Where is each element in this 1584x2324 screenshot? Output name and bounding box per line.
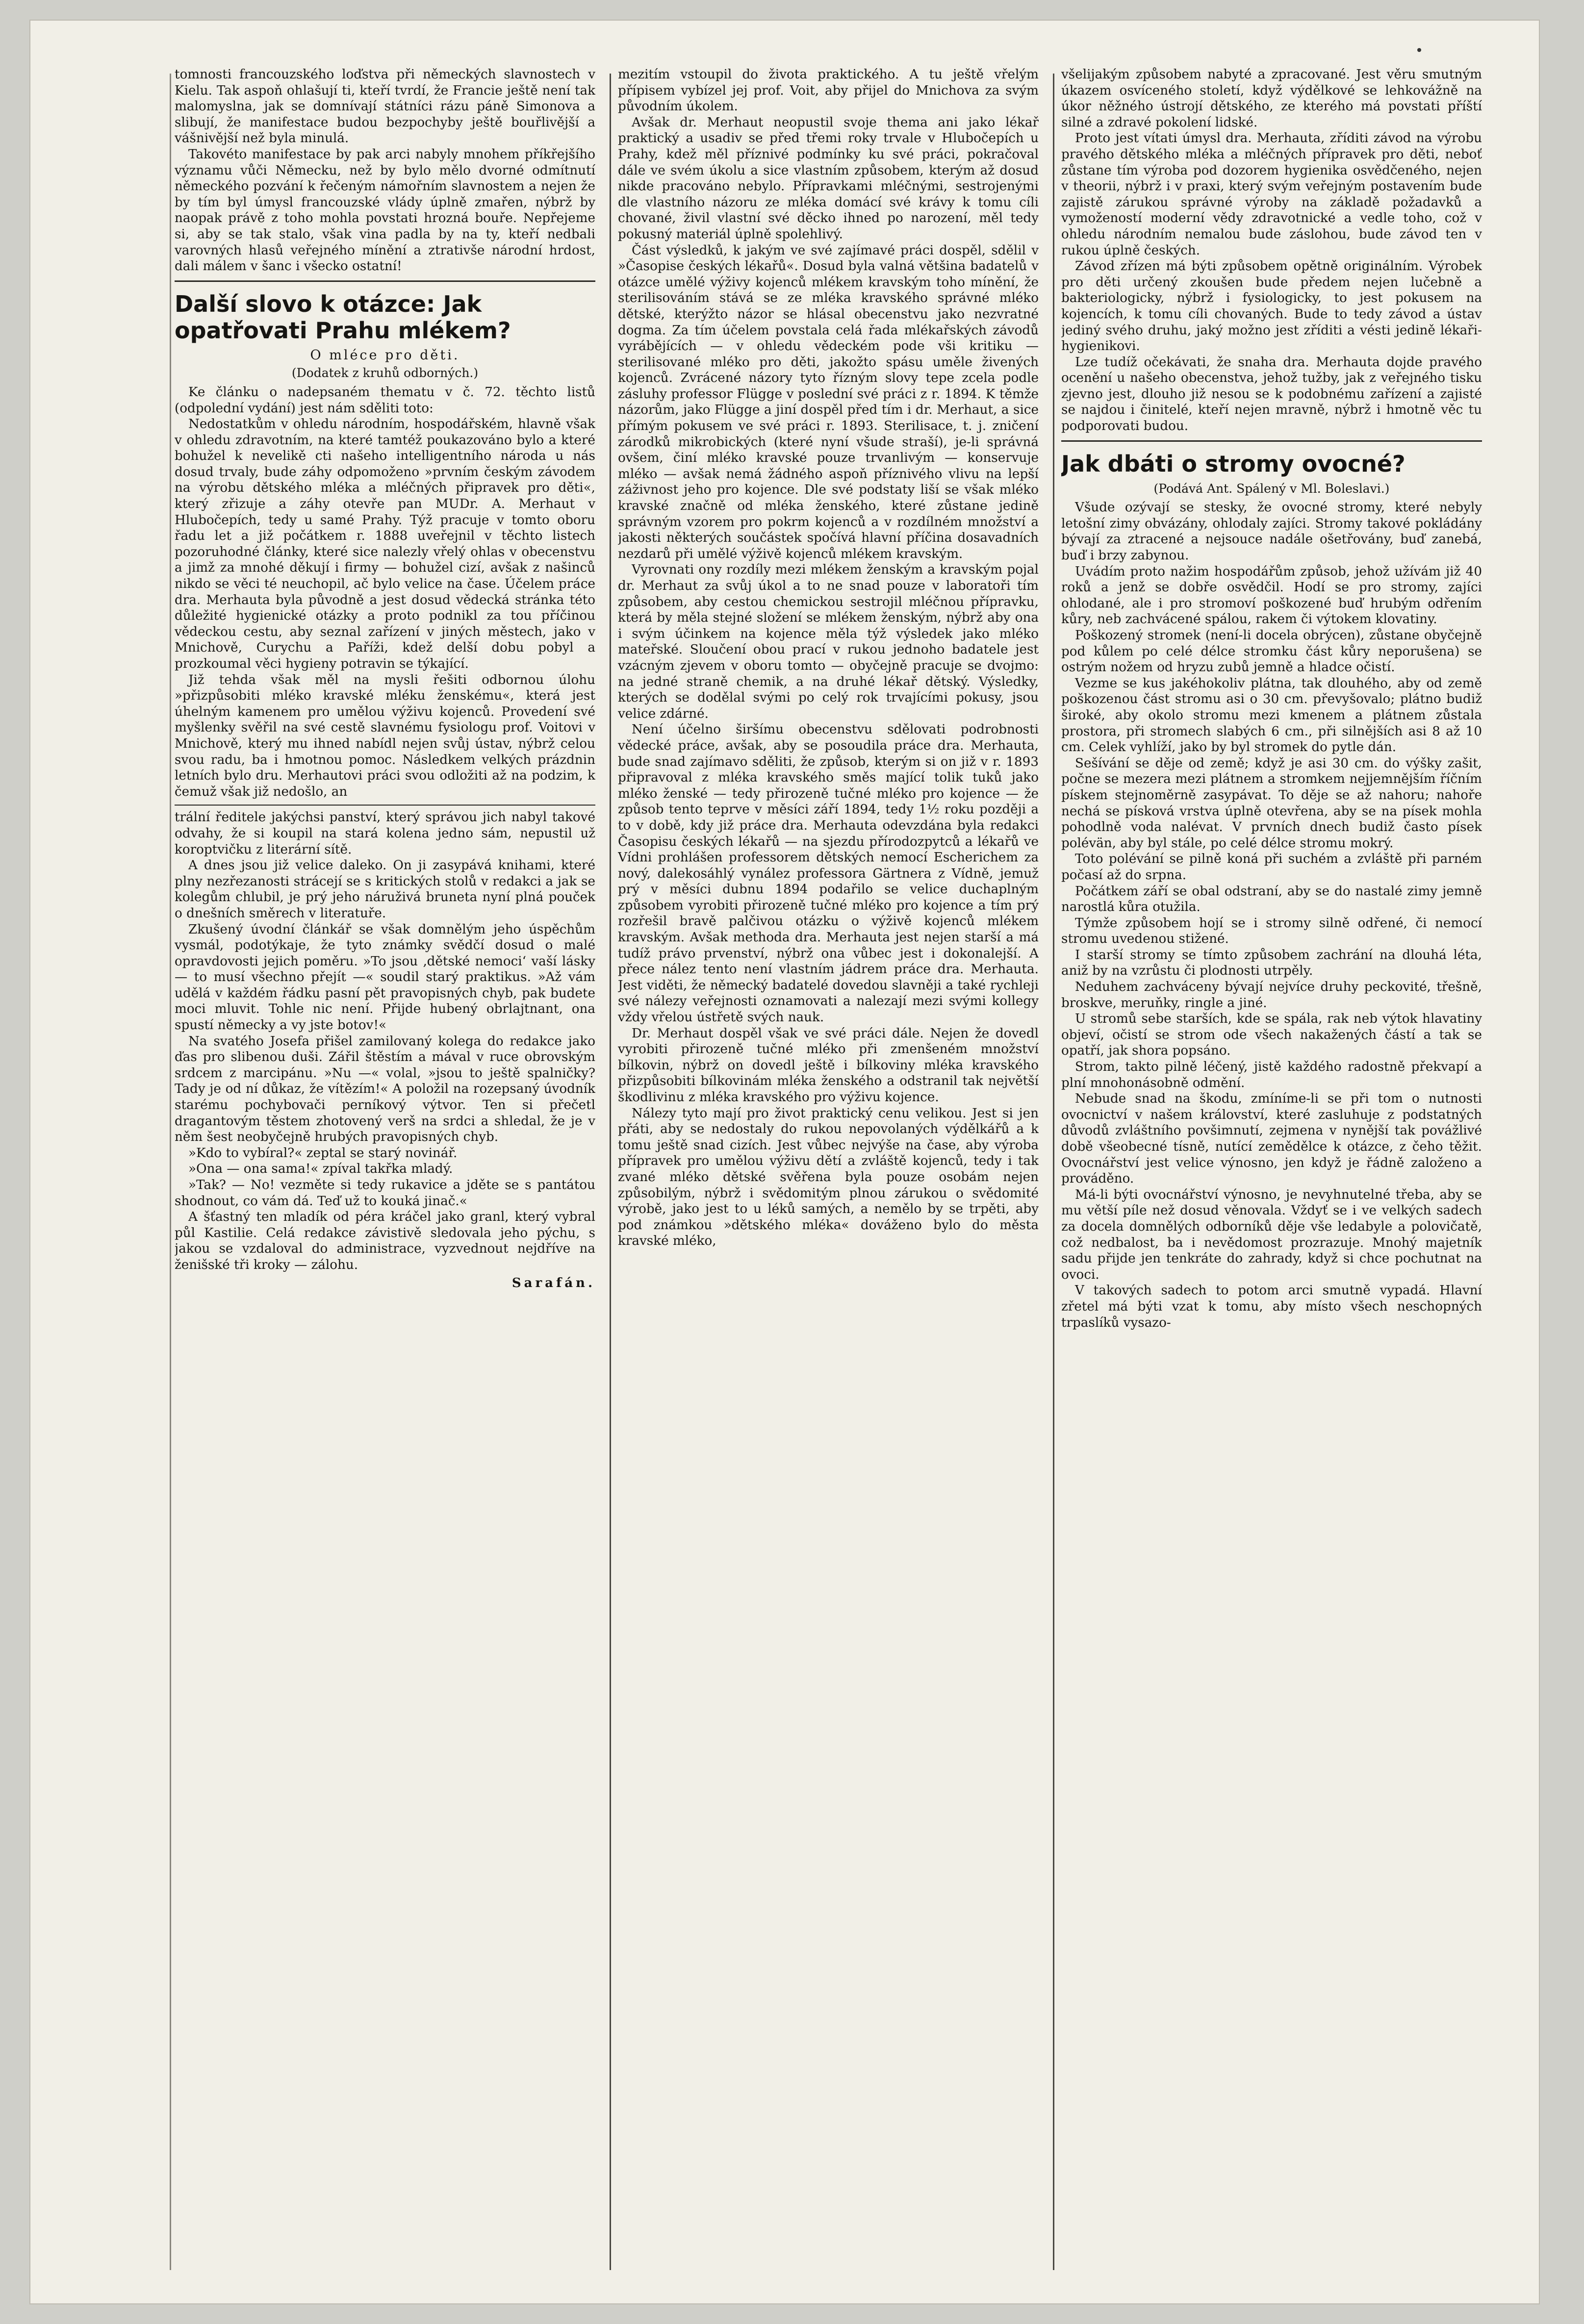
paragraph: mezitím vstoupil do života praktického. A tu ještě vřelým přípisem vybízel jej prof. Voit, aby přijel do Mnichova za svým původním úkolem. bbox=[618, 67, 1039, 114]
paragraph: Není účelno širšímu obecenstvu sdělovati podrobnosti vědecké práce, avšak, aby se posoudila práce dra. Merhauta, bude snad zajímavo sděliti, že způsob, kterým si on již v r. 1893 připravoval z mléka kravského směs mající tolik tuků jako mléko ženské — tedy přirozeně tučné mléko pro kojence — že způsob tento teprve v měsíci září 1894, tedy 1½ roku později a to v době, kdy již práce dra. Merhauta odevzdána byla redakci Časopisu českých lékařů — na sjezdu přírodozpytců a lékařů ve Vídni prohlášen professorem dětských nemocí Escherichem za nový, dalekosáhlý vynález professora Gärtnera z Vídně, jemuž prý v měsíci dubnu 1894 podařilo se velice duchaplným způsobem vyrobiti přirozeně tučné mléko pro kojence a tím prý rozřešil bravě palčivou otázku o výživě kojenců mlékem kravským. Avšak methoda dra. Merhauta jest nejen starší a má tudíž právo prvenství, nýbrž ona vůbec jest i dokonalejší. A přece nález tento není vlastním jádrem práce dra. Merhauta. Jest viděti, že německý badatelé dovedou slavněji a také rychleji své nálezy veřejnosti oznamovati a nalezají mezi svými kollegy vždy vřelou ústřetě svých nauk. bbox=[618, 722, 1039, 1025]
paragraph: Strom, takto pilně léčený, jistě každého radostně překvapí a plní mnohonásobně odmění. bbox=[1061, 1060, 1482, 1090]
paragraph: Takovéto manifestace by pak arci nabyly mnohem příkřejšího významu vůči Německu, než by bylo mělo dvorné odmítnutí německého pozvání k řečeným námořním slavnostem a nejen že by tím byl úmysl francouzské vlády úplně zmařen, nýbrž by naopak právě z toho mohla povstati hrozná bouře. Nepřejeme si, aby se tak stalo, však vina padla by na ty, kteří nedbali varovných hlasů veřejného mínění a ztrativše národní hrdost, dali málem v šanc i všecko ostatní! bbox=[175, 147, 595, 274]
column-1 bbox=[175, 67, 595, 2278]
paragraph: Poškozený stromek (není-li docela obrýcen), zůstane obyčejně pod kůlem po celé délce stromku část kůry neporušena) se ostrým nožem od hryzu zubů jemně a hladce očistí. bbox=[1061, 628, 1482, 675]
feuilleton-divider bbox=[175, 805, 595, 806]
paragraph: Na svatého Josefa přišel zamilovaný kolega do redakce jako ďas pro slibenou duši. Zářil štěstím a mával v ruce obrovským srdcem z marcipánu. »Nu —« volal, »jsou to ještě spalničky? Tady je od ní důkaz, že vítězím!« A položil na rozepsaný úvodník starému pochybovači perníkový výtvor. Ten si přečetl dragantovým těstem zhotovený verš na srdci a shledal, že je v něm šest neobyčejně hrubých pravopisných chyb. bbox=[175, 1034, 595, 1145]
paragraph: A šťastný ten mladík od péra kráčel jako granl, který vybral půl Kastilie. Celá redakce závistivě sledovala jeho pýchu, s jakou se vzdaloval do administrace, vyzvednout nejdříve na ženišské tři kroky — zálohu. bbox=[175, 1210, 595, 1272]
paragraph: Vezme se kus jakéhokoliv plátna, tak dlouhého, aby od země poškozenou část stromu asi o 30 cm. převyšovalo; plátno budiž široké, aby okolo stromu mezi kmenem a plátnem zůstala prostora, při stromech slabých 6 cm., při silnějších asi 8 až 10 cm. Celek vyhlíží, jako by byl stromek do pytle dán. bbox=[1061, 676, 1482, 755]
newspaper-page bbox=[29, 20, 1540, 2304]
article-heading: Jak dbáti o stromy ovocné? bbox=[1061, 450, 1405, 477]
paragraph: »Kdo to vybíral?« zeptal se starý novinář. bbox=[188, 1145, 458, 1161]
paragraph: Neduhem zachváceny bývají nejvíce druhy peckovité, třešně, broskve, meruňky, ringle a jiné. bbox=[1061, 980, 1482, 1010]
page-edge-rule bbox=[170, 74, 171, 2270]
column-2 bbox=[618, 67, 1039, 2278]
article-source: (Podává Ant. Spálený v Ml. Boleslavi.) bbox=[1153, 481, 1390, 496]
paragraph: Uvádím proto nažim hospodářům způsob, jehož užívám již 40 roků a jenž se dobře osvědčil. Hodí se pro stromy, zajíci ohlodané, ale i pro stromoví poškozené buď hrubým odřením kůry, neb zachvácené spálou, rakem či výtokem klovatiny. bbox=[1061, 564, 1482, 627]
section-divider bbox=[175, 280, 595, 282]
paragraph: Má-li býti ovocnářství výnosno, je nevyhnutelné třeba, aby se mu větší píle než dosud věnovala. Vždyť se i ve velkých sadech za docela domnělých odborníků děje vše ledabyle a polovičatě, což nedbalost, ba i nevědomost prozrazuje. Mnohý majetník sadu přijde jen tenkráte do zahrady, když si chce pochutnat na ovoci. bbox=[1061, 1187, 1482, 1282]
paragraph: Dr. Merhaut dospěl však ve své práci dále. Nejen že dovedl vyrobiti přirozeně tučné mléko při zmenšeném množství bílkovin, nýbrž on dovedl ještě i bílkoviny mléka kravského přizpůsobiti bílkovinám mléka ženského a odstranil tak největší škodlivinu z mléka kravského pro výživu kojence. bbox=[618, 1026, 1039, 1105]
paragraph: Avšak dr. Merhaut neopustil svoje thema ani jako lékař praktický a usadiv se před třemi roky trvale v Hlubočepích u Prahy, kdež měl příznivé podmínky ku své práci, pokračoval dále ve svém úkolu a sice vlastním způsobem, kterým až dosud nikde pracováno nebylo. Přípravkami mléčnými, sestrojenými dle vlastního názoru ze mléka domácí své krávy k tomu cíli chované, živil vlastní své děcko ihned po narození, měl tedy pokusný materiál úplně spolehlivý. bbox=[618, 115, 1039, 242]
paragraph: V takových sadech to potom arci smutně vypadá. Hlavní zřetel má býti vzat k tomu, aby místo všech neschopných trpaslíků vysazo- bbox=[1061, 1283, 1482, 1330]
paragraph: I starší stromy se tímto způsobem zachrání na dlouhá léta, aniž by na vzrůstu či plodnosti utrpěly. bbox=[1061, 947, 1482, 979]
article-source: (Dodatek z kruhů odborných.) bbox=[291, 366, 479, 380]
paragraph: Část výsledků, k jakým ve své zajímavé práci dospěl, sdělil v »Časopise českých lékařů«. Dosud byla valná většina badatelů v otázce umělé výživy kojenců mlékem kravským toho mínění, že sterilisováním stává se ze mléka kravského správné mléko dětské, kterýžto názor se hlásal obecenstvu jako nezvratné dogma. Za tím účelem povstala celá řada mlékařských závodů vyrábějících — v ohledu vědeckém pode vši kritiku — sterilisované mléko pro děti, jakožto spásu uměle živených kojenců. Zvrácené názory tyto řízným slovy tepe zcela podle zásluhy professor Flügge v poslední své práci z r. 1894. K těmže názorům, jako Flügge a jiní dospěl před tím i dr. Merhaut, a sice přímým pokusem ve své práci r. 1893. Sterilisace, t. j. zničení zárodků mikrobických (které nyní všude straší), je-li správná ovšem, činí mléko kravské pouze trvanlivým — konservuje mléko — avšak nemá žádného aspoň příznivého vlivu na lepší záživnost jeho pro kojence. Dle své podstaty liší se však mléko kravské značně od mléka ženského, které zůstane jedině správným vzorem pro pokrm kojenců a v rozdílném množství a jakosti některých součástek spočívá hlavní příčina dosavadních nezdarů při umělé výživě kojenců mlékem kravským. bbox=[618, 243, 1039, 561]
paragraph: Již tehda však měl na mysli řešiti odbornou úlohu »přizpůsobiti mléko kravské mléku ženskému«, která jest úhelným kamenem pro umělou výživu kojenců. Provedení své myšlenky svěřil na své cestě slavnému fysiologu prof. Voitovi v Mnichově, který mu ihned nabídl nejen svůj ústav, nýbrž celou svou radu, ba i hmotnou pomoc. Následkem velkých prázdnin letních bylo dru. Merhautovi práci svou odložiti až na podzim, k čemuž však již nedošlo, an bbox=[175, 672, 595, 799]
article-subheading: O mléce pro děti. bbox=[310, 347, 460, 363]
paragraph: Nedostatkům v ohledu národním, hospodářském, hlavně však v ohledu zdravotním, na které tamtéž poukazováno bylo a které bohužel k nevelikě cti našeho intelligentního národa u nás dosud trvaly, bude záhy odpomoženo »prvním českým závodem na výrobu dětského mléka a mléčných připravek pro děti«, který zřizuje a záhy otevře pan MUDr. A. Merhaut v Hlubočepích, tedy u samé Prahy. Týž pracuje v tomto oboru řadu let a již počátkem r. 1888 uveřejnil v těchto listech pozoruhodné články, které sice nalezly vřelý ohlas v obecenstvu a jimž za mnohé děkují i firmy — bohužel cizí, avšak z našinců nikdo se věci té neuchopil, ač bylo velice na čase. Účelem práce dra. Merhauta byla původně a jest dosud vědecká stránka této důležité hygienické otázky a proto podnikl za tou příčinou vědeckou cestu, aby seznal zařízení v jiných městech, jako v Mnichově, Curychu a Paříži, kdež delší dobu pobyl a prozkoumal věci hygieny potravin se týkající. bbox=[175, 417, 595, 671]
column-3 bbox=[1061, 67, 1482, 2278]
column-rule bbox=[1053, 74, 1054, 2270]
paragraph: »Tak? — No! vezměte si tedy rukavice a jděte se s pantátou shodnout, co vám dá. Teď už to kouká jinač.« bbox=[175, 1178, 595, 1209]
paragraph: Zkušený úvodní článkář se však domnělým jeho úspěchům vysmál, podotýkaje, že tyto známky svědčí dosud o malé opravdovosti jejich poměru. »To jsou ‚dětské nemoci‘ vaší lásky — to musí všechno přejít —« soudil starý praktikus. »Až vám udělá v každém řádku pasní pět pravopisných chyb, pak budete moci mluvit. Tohle nic není. Přijde hubený obrlajtnant, ona spustí německy a vy jste botov!« bbox=[175, 922, 595, 1033]
ink-dot bbox=[1417, 48, 1421, 52]
paragraph: »Ona — ona sama!« zpíval takřka mladý. bbox=[188, 1162, 453, 1177]
paragraph: Sešívání se děje od země; když je asi 30 cm. do výšky zašit, počne se mezera mezi plátnem a stromkem nejjemnějším říčním pískem stejnoměrně zasypávat. To děje se až nahoru; nahoře nechá se písková vrstva úplně otevřena, aby se na písek mohla pohodlně voda nalévat. V prvních dnech budiž často písek polévän, aby byl stále, po celé délce stromu mokrý. bbox=[1061, 756, 1482, 851]
author-signature: Sarafán. bbox=[511, 1275, 595, 1290]
paragraph: Toto polévání se pilně koná při suchém a zvláště při parném počasí až do srpna. bbox=[1061, 852, 1482, 883]
paragraph: Počátkem září se obal odstraní, aby se do nastalé zimy jemně narostlá kůra otužila. bbox=[1061, 884, 1482, 915]
paragraph: Ke článku o nadepsaném thematu v č. 72. těchto listů (odpolední vydání) jest nám sděliti toto: bbox=[175, 384, 595, 416]
paragraph: trální ředitele jakýchsi panství, který správou jich nabyl takové odvahy, že si koupil na stará kolena jedno sám, nepustil už koroptvičku z literární sítě. bbox=[175, 810, 595, 857]
paragraph: všelijakým způsobem nabyté a zpracované. Jest věru smutným úkazem osvíceného století, když výdělkové se lehkovážně na úkor něžného ústrojí dětského, ze kterého má povstati příští silné a zdravé pokolení lidské. bbox=[1061, 67, 1482, 130]
section-divider bbox=[1061, 440, 1482, 442]
paragraph: Nálezy tyto mají pro život praktický cenu velikou. Jest si jen přáti, aby se nedostaly do rukou nepovolaných výdělkářů a k tomu ještě snad cizích. Jest vůbec nejvýše na čase, aby výroba přípravek pro umělou výživu dětí a zvláště kojenců, tedy i tak zvané mléko dětské svěřena byla pouze osobám nejen způsobilým, nýbrž i svědomitým plnou zárukou o svědomité výrobě, jako jest to u léků samých, a nemělo by se trpěti, aby pod známkou »dětského mléka« dováženo bylo do města kravské mléko, bbox=[618, 1106, 1039, 1249]
article-heading: Další slovo k otázce: Jak opatřovati Prahu mlékem? bbox=[175, 290, 511, 344]
paragraph: A dnes jsou již velice daleko. On ji zasypává knihami, které plny nezřezanosti strácejí se s kritických stolů v redakci a jak se kolegům chlubil, je prý jeho náruživá bruneta nyní plná pouček o dnešních směrech v literatuře. bbox=[175, 858, 595, 921]
column-rule bbox=[610, 74, 611, 2270]
paragraph: U stromů sebe starších, kde se spála, rak neb výtok hlavatiny objeví, očistí se strom ode všech nakažených částí a tak se opatří, jak shora popsáno. bbox=[1061, 1011, 1482, 1059]
paragraph: Lze tudíž očekávati, že snaha dra. Merhauta dojde pravého ocenění u našeho obecenstva, jehož tužby, jak z veřejného tisku zjevno jest, dlouho již nesou se k podobnému zařízení a zajisté se najdou i činitelé, kteří nejen mravně, nýbrž i hmotně věc tu podporovati budou. bbox=[1061, 354, 1482, 434]
paragraph: Všude ozývají se stesky, že ovocné stromy, které nebyly letošní zimy obvázány, ohlodaly zajíci. Stromy takové pokládány bývají za ztracené a nejsouce nadále ošetřovány, buď zanebá, buď i brzy zabynou. bbox=[1061, 500, 1482, 563]
paragraph: Týmže způsobem hojí se i stromy silně odřené, či nemocí stromu uvedenou stižené. bbox=[1061, 915, 1482, 947]
paragraph: tomnosti francouzského loďstva při německých slavnostech v Kielu. Tak aspoň ohlašují ti, kteří tvrdí, že Francie ještě není tak malomyslna, jak se domnívají státníci rázu páně Simonova a slibují, že manifestace budou bezpochyby ještě bouřlivější a vášnivější než byla minulá. bbox=[175, 67, 595, 146]
paragraph: Vyrovnati ony rozdíly mezi mlékem ženským a kravským pojal dr. Merhaut za svůj úkol a to ne snad pouze v laboratoři tím způsobem, aby cestou chemickou sestrojil mléčnou přípravku, která by měla stejné složení se mlékem ženským, nýbrž aby ona i svým účinkem na kojence měla týž výsledek jako mléko mateřské. Sloučení obou prací v rukou jednoho badatele jest vzácným zjevem v oboru tomto — obyčejně pracuje se dvojmo: na jedné straně chemik, a na druhé lékař dětský. Výsledky, kterých se dodělal svými po celý rok trvajícími pokusy, jsou velice zdárné. bbox=[618, 562, 1039, 721]
paragraph: Proto jest vítati úmysl dra. Merhauta, zříditi závod na výrobu pravého dětského mléka a mléčných přípravek pro děti, neboť zůstane tím výroba pod dozorem hygienika osvědčeného, nejen v theorii, nýbrž i v praxi, který svým veřejným postavením bude zajistě zárukou správné výroby na základě požadavků a vymožeností moderní vědy zdravotnické a vedle toho, což v ohledu národním nemalou bude záslohou, bude závod ten v rukou úplně českých. bbox=[1061, 131, 1482, 258]
paragraph: Nebude snad na škodu, zmíníme-li se při tom o nutnosti ovocnictví v našem království, které zasluhuje z podstatných důvodů zvláštního povšimnutí, zejmena v nynější tak povážlivé době všeobecné tísně, nutící zemědělce k otázce, z čeho těžit. Ovocnářství jest velice výnosno, jen když je řádně založeno a prováděno. bbox=[1061, 1091, 1482, 1187]
paragraph: Závod zřízen má býti způsobem opětně originálním. Výrobek pro děti určený zkoušen bude předem nejen lučebně a bakteriologicky, nýbrž i fysiologicky, to jest pokusem na kojencích, k tomu cíli chovaných. Bude to tedy závod a ústav jediný svého druhu, jaký možno jest zříditi a vésti jedině lékaři-hygienikovi. bbox=[1061, 259, 1482, 354]
